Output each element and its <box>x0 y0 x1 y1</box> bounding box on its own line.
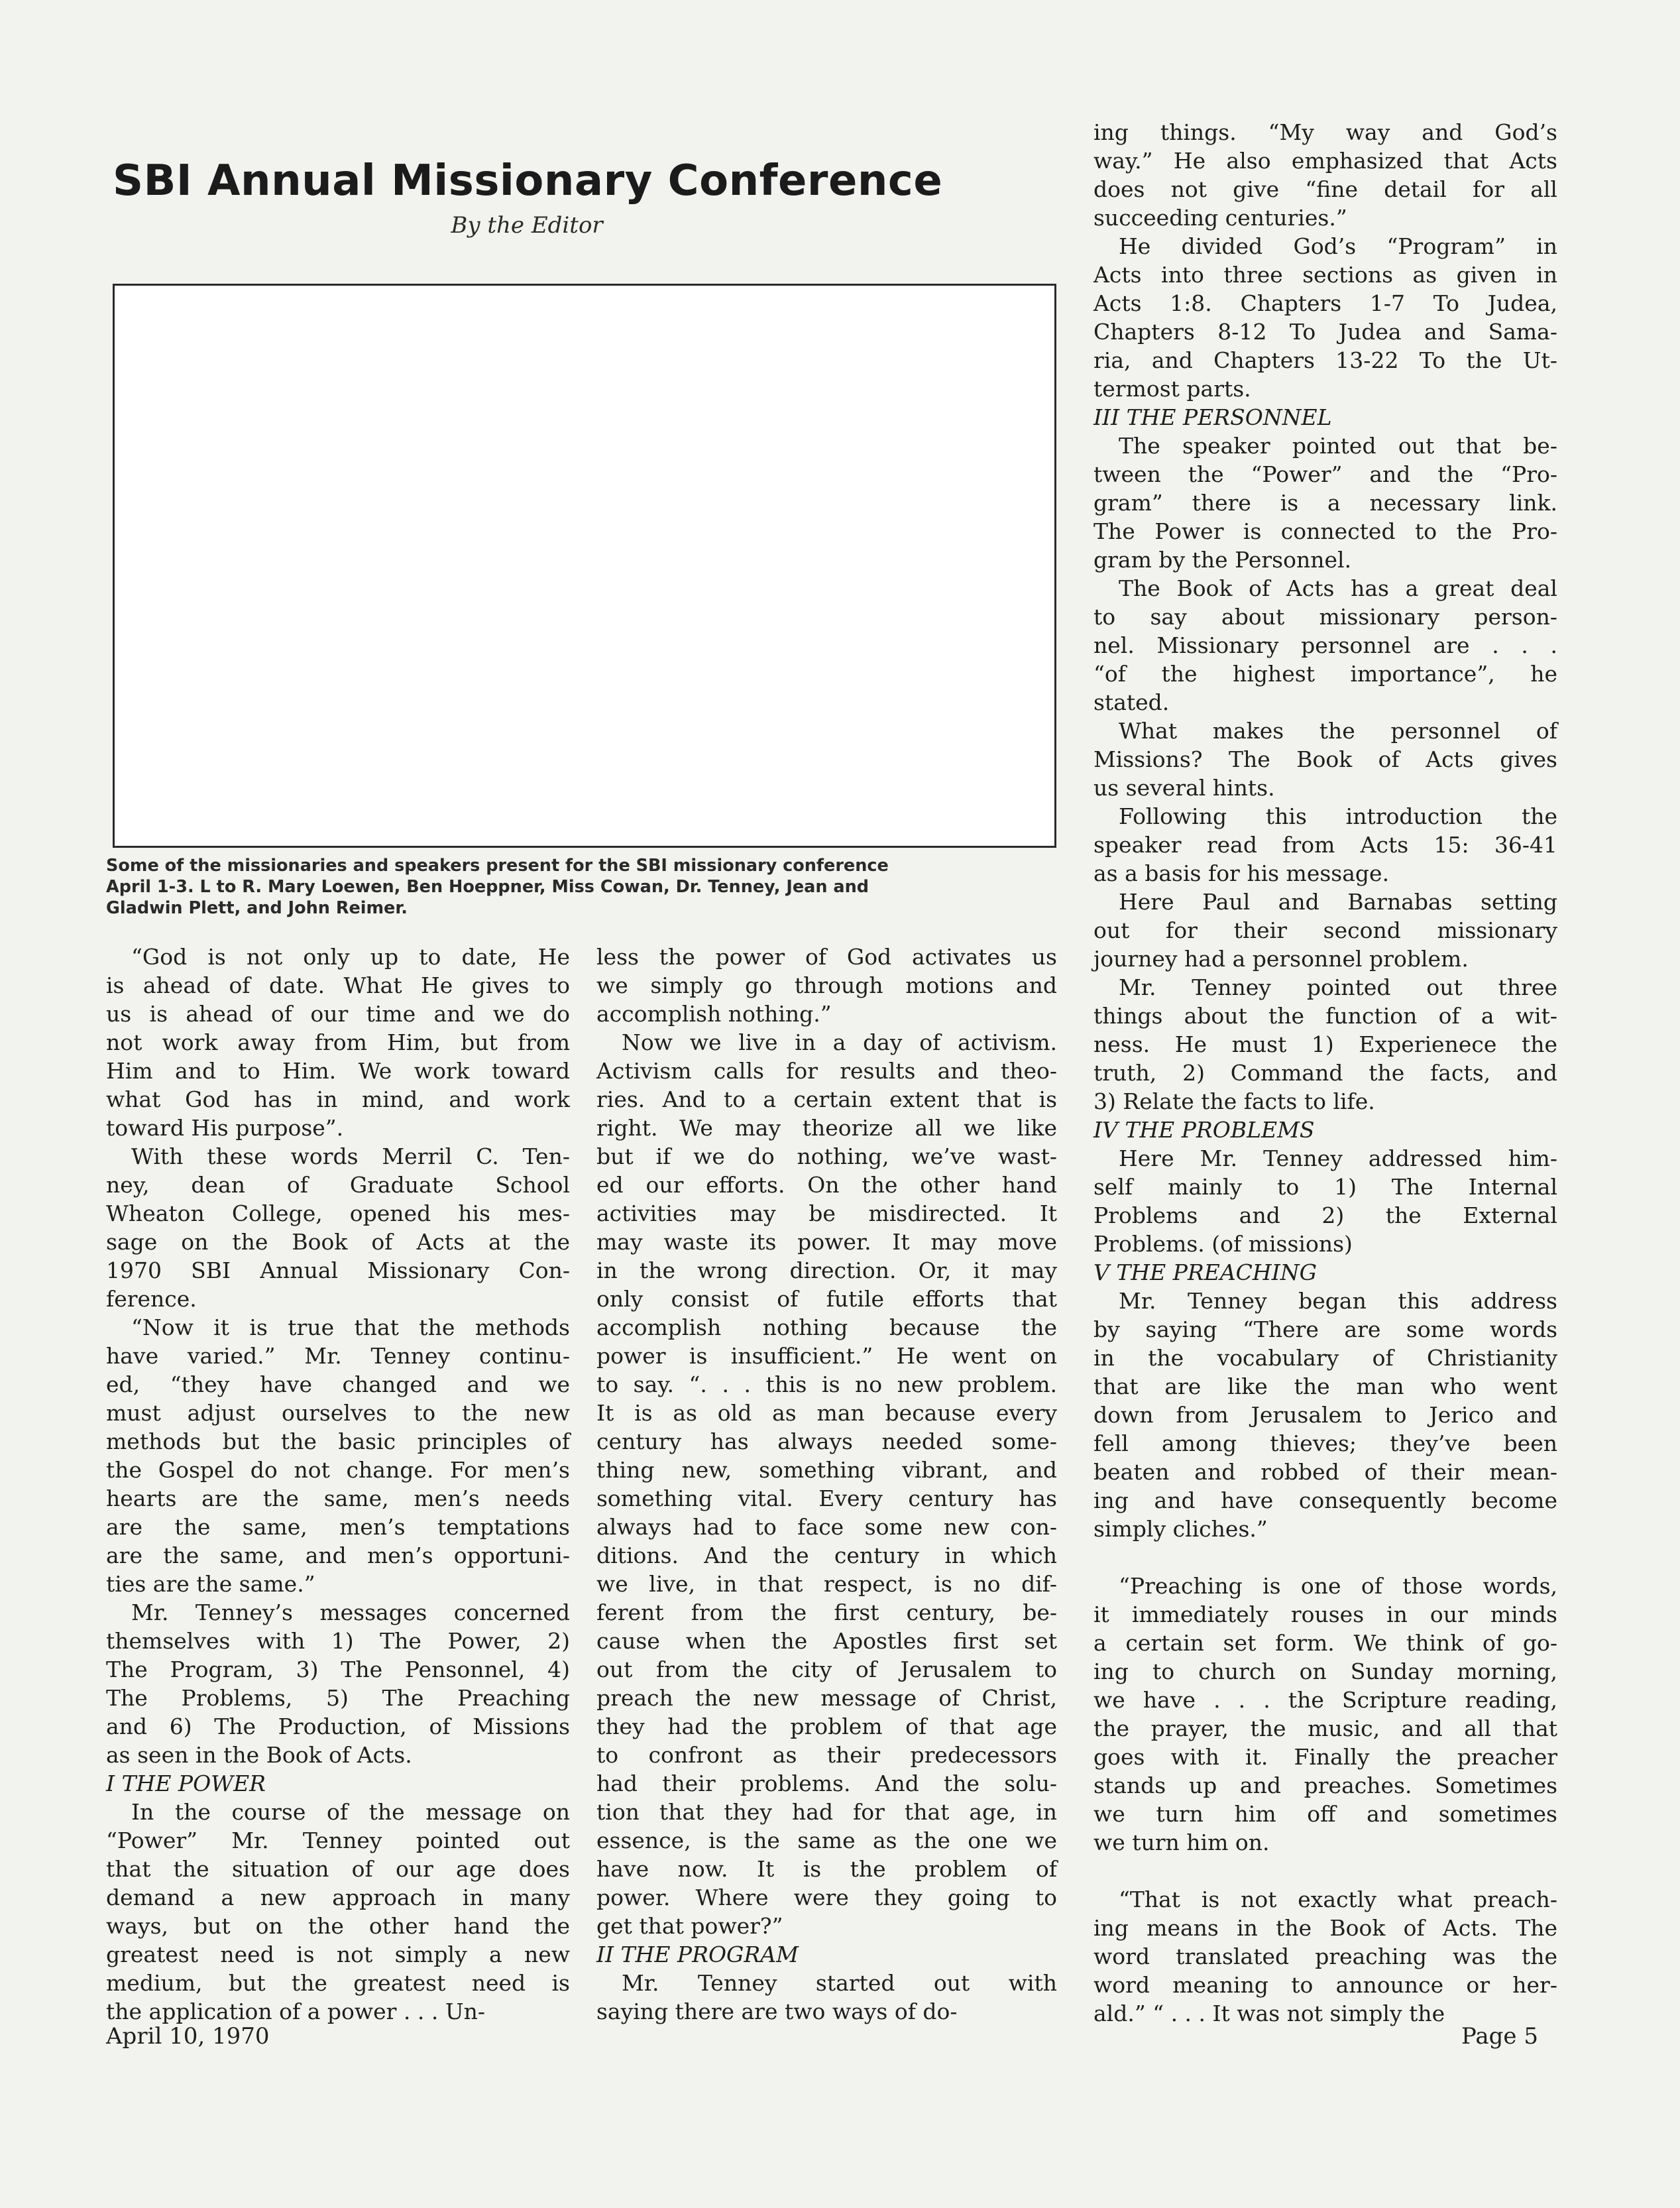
text-line: 1970 SBI Annual Missionary Con- <box>106 1257 570 1283</box>
issue-date: April 10, 1970 <box>106 2023 270 2050</box>
text-line: always had to face some new con- <box>596 1514 1057 1540</box>
text-line: gram by the Personnel. <box>1093 547 1352 573</box>
text-line: With these words Merril C. Ten- <box>131 1143 570 1169</box>
text-line: not work away from Him, but from <box>106 1029 570 1055</box>
text-line: greatest need is not simply a new <box>106 1942 570 1967</box>
text-line: right. We may theorize all we like <box>596 1115 1057 1141</box>
section-heading: I THE POWER <box>106 1771 266 1796</box>
text-line: Mr. Tenney’s messages concerned <box>131 1599 570 1625</box>
body-paragraph <box>1093 1287 1557 1543</box>
text-line: “of the highest importance”, he <box>1093 661 1557 687</box>
text-line: The speaker pointed out that be- <box>1119 433 1557 459</box>
text-line: medium, but the greatest need is <box>106 1970 570 1996</box>
text-line: speaker read from Acts 15: 36-41 <box>1093 832 1557 858</box>
text-line: things about the function of a wit- <box>1093 1003 1557 1029</box>
section-heading: V THE PREACHING <box>1093 1259 1317 1285</box>
paragraph-gap <box>1093 1543 1557 1572</box>
caption-line: Some of the missionaries and speakers present for the SBI missionary conference <box>106 856 889 876</box>
text-line: The Book of Acts has a great deal <box>1119 575 1557 601</box>
text-line: sage on the Book of Acts at the <box>106 1229 570 1255</box>
body-paragraph <box>1093 717 1557 802</box>
text-line: us is ahead of our time and we do <box>106 1001 570 1027</box>
section-heading: III THE PERSONNEL <box>1093 404 1332 430</box>
text-line: ties are the same.” <box>106 1571 315 1597</box>
text-line: tween the “Power” and the “Pro- <box>1093 461 1557 487</box>
body-paragraph <box>596 1028 1057 1940</box>
text-line: ing to church on Sunday morning, <box>1093 1658 1557 1684</box>
text-line: are the same, men’s temptations <box>106 1514 570 1540</box>
text-line: ing means in the Book of Acts. The <box>1093 1915 1557 1941</box>
text-line: power. Where were they going to <box>596 1885 1057 1910</box>
text-line: demand a new approach in many <box>106 1885 570 1910</box>
body-paragraph <box>106 1598 570 1769</box>
body-paragraph <box>1093 574 1557 717</box>
text-line: does not give “fine detail for all <box>1093 176 1557 202</box>
text-line: Problems and 2) the External <box>1093 1202 1557 1228</box>
text-line: have now. It is the problem of <box>596 1856 1057 1882</box>
body-paragraph <box>596 943 1057 1028</box>
text-line: The Program, 3) The Pensonnel, 4) <box>106 1656 570 1682</box>
text-line: ing things. “My way and God’s <box>1093 119 1557 145</box>
page-number: Page 5 <box>1461 2023 1538 2050</box>
text-line: toward His purpose”. <box>106 1115 344 1141</box>
text-line: ing and have consequently become <box>1093 1487 1557 1513</box>
text-line: only consist of futile efforts that <box>596 1286 1057 1312</box>
text-line: way.” He also emphasized that Acts <box>1093 148 1557 174</box>
text-line: truth, 2) Command the facts, and <box>1093 1060 1557 1086</box>
text-line: Chapters 8-12 To Judea and Sama- <box>1093 319 1557 345</box>
text-line: accomplish nothing.” <box>596 1001 832 1027</box>
text-line: simply cliches.” <box>1093 1516 1268 1542</box>
text-line: Here Mr. Tenney addressed him- <box>1119 1145 1557 1171</box>
text-line: out from the city of Jerusalem to <box>596 1656 1057 1682</box>
text-line: it immediately rouses in our minds <box>1093 1601 1557 1627</box>
text-line: must adjust ourselves to the new <box>106 1400 570 1426</box>
text-line: what God has in mind, and work <box>106 1086 570 1112</box>
text-line: Acts into three sections as given in <box>1093 262 1557 288</box>
text-line: Acts 1:8. Chapters 1-7 To Judea, <box>1093 290 1557 316</box>
text-line: Mr. Tenney pointed out three <box>1119 974 1557 1000</box>
text-line: they had the problem of that age <box>596 1714 1057 1739</box>
text-line: out for their second missionary <box>1093 917 1557 943</box>
body-paragraph <box>1093 802 1557 888</box>
body-paragraph <box>1093 118 1557 232</box>
section-heading: II THE PROGRAM <box>596 1942 799 1967</box>
caption-line: April 1-3. L to R. Mary Loewen, Ben Hoeppner, Miss Cowan, Dr. Tenney, Jean and <box>106 877 869 897</box>
text-column-2 <box>596 943 1057 2026</box>
text-line: to say. “. . . this is no new problem. <box>596 1371 1057 1397</box>
text-line: The Problems, 5) The Preaching <box>106 1685 570 1711</box>
text-line: thing new, something vibrant, and <box>596 1457 1057 1483</box>
text-column-1 <box>106 943 570 2026</box>
text-line: saying there are two ways of do- <box>596 1999 958 2024</box>
text-line: gram” there is a necessary link. <box>1093 490 1557 516</box>
body-paragraph <box>106 943 570 1142</box>
caption-line: Gladwin Plett, and John Reimer. <box>106 898 408 918</box>
text-line: Problems. (of missions) <box>1093 1231 1353 1257</box>
text-line: ald.” “ . . . It was not simply the <box>1093 2001 1445 2026</box>
body-paragraph <box>1093 888 1557 973</box>
text-line: the application of a power . . . Un- <box>106 1999 486 2024</box>
text-line: Activism calls for results and theo- <box>596 1058 1057 1084</box>
text-line: to confront as their predecessors <box>596 1742 1057 1768</box>
paragraph-gap <box>1093 1857 1557 1885</box>
text-line: had their problems. And the solu- <box>596 1771 1057 1796</box>
text-line: power is insufficient.” He went on <box>596 1343 1057 1369</box>
text-line: Now we live in a day of activism. <box>622 1029 1057 1055</box>
text-line: ferent from the first century, be- <box>596 1599 1057 1625</box>
text-line: ed our efforts. On the other hand <box>596 1172 1057 1198</box>
text-line: ney, dean of Graduate School <box>106 1172 570 1198</box>
text-line: ries. And to a certain extent that is <box>596 1086 1057 1112</box>
text-line: nel. Missionary personnel are . . . <box>1093 632 1557 658</box>
text-line: and 6) The Production, of Missions <box>106 1714 570 1739</box>
text-line: word translated preaching was the <box>1093 1944 1557 1969</box>
text-line: the prayer, the music, and all that <box>1093 1715 1557 1741</box>
body-paragraph <box>1093 1572 1557 1857</box>
article-byline: By the Editor <box>451 212 603 239</box>
text-line: a certain set form. We think of go- <box>1093 1630 1557 1656</box>
text-line: accomplish nothing because the <box>596 1314 1057 1340</box>
text-line: ness. He must 1) Experienece the <box>1093 1031 1557 1057</box>
text-line: tion that they had for that age, in <box>596 1799 1057 1825</box>
text-line: “Now it is true that the methods <box>131 1314 570 1340</box>
text-line: Following this introduction the <box>1119 803 1557 829</box>
text-line: hearts are the same, men’s needs <box>106 1485 570 1511</box>
text-line: Mr. Tenney started out with <box>622 1970 1057 1996</box>
text-line: ference. <box>106 1286 197 1312</box>
body-paragraph <box>1093 1144 1557 1258</box>
text-line: in the vocabulary of Christianity <box>1093 1345 1557 1371</box>
text-line: stated. <box>1093 689 1170 715</box>
text-line: Here Paul and Barnabas setting <box>1119 889 1557 915</box>
text-line: journey had a personnel problem. <box>1093 946 1469 972</box>
text-line: preach the new message of Christ, <box>596 1685 1057 1711</box>
text-line: the Gospel do not change. For men’s <box>106 1457 570 1483</box>
text-line: stands up and preaches. Sometimes <box>1093 1772 1557 1798</box>
article-headline: SBI Annual Missionary Conference <box>113 156 943 205</box>
body-paragraph <box>1093 973 1557 1116</box>
body-paragraph <box>106 1798 570 2026</box>
text-line: goes with it. Finally the preacher <box>1093 1744 1557 1770</box>
text-line: in the wrong direction. Or, it may <box>596 1257 1057 1283</box>
text-line: Missions? The Book of Acts gives <box>1093 746 1557 772</box>
text-line: essence, is the same as the one we <box>596 1828 1057 1853</box>
body-paragraph <box>106 1142 570 1313</box>
text-line: activities may be misdirected. It <box>596 1200 1057 1226</box>
text-line: It is as old as man because every <box>596 1400 1057 1426</box>
conference-photo <box>113 284 1056 848</box>
text-line: us several hints. <box>1093 775 1275 801</box>
text-line: “God is not only up to date, He <box>131 944 570 970</box>
text-line: themselves with 1) The Power, 2) <box>106 1628 570 1654</box>
text-line: 3) Relate the facts to life. <box>1093 1088 1375 1114</box>
text-line: but if we do nothing, we’ve wast- <box>596 1143 1057 1169</box>
text-line: we have . . . the Scripture reading, <box>1093 1687 1557 1713</box>
text-line: century has always needed some- <box>596 1428 1057 1454</box>
text-line: Mr. Tenney began this address <box>1119 1288 1557 1314</box>
text-line: have varied.” Mr. Tenney continu- <box>106 1343 570 1369</box>
text-line: “Power” Mr. Tenney pointed out <box>106 1828 570 1853</box>
text-line: we turn him on. <box>1093 1830 1270 1855</box>
text-line: is ahead of date. What He gives to <box>106 972 570 998</box>
text-line: beaten and robbed of their mean- <box>1093 1459 1557 1485</box>
text-line: “That is not exactly what preach- <box>1119 1887 1557 1912</box>
text-line: we simply go through motions and <box>596 972 1057 998</box>
text-line: we live, in that respect, is no dif- <box>596 1571 1057 1597</box>
section-heading: IV THE PROBLEMS <box>1093 1117 1315 1143</box>
body-paragraph <box>1093 232 1557 403</box>
body-paragraph <box>1093 432 1557 574</box>
text-line: cause when the Apostles first set <box>596 1628 1057 1654</box>
text-line: by saying “There are some words <box>1093 1316 1557 1342</box>
text-line: down from Jerusalem to Jerico and <box>1093 1402 1557 1428</box>
text-line: fell among thieves; they’ve been <box>1093 1430 1557 1456</box>
text-line: get that power?” <box>596 1913 783 1939</box>
text-line: ria, and Chapters 13-22 To the Ut- <box>1093 347 1557 373</box>
text-line: word meaning to announce or her- <box>1093 1972 1557 1998</box>
text-line: What makes the personnel of <box>1119 718 1557 744</box>
body-paragraph <box>596 1969 1057 2026</box>
text-line: Him and to Him. We work toward <box>106 1058 570 1084</box>
text-line: He divided God’s “Program” in <box>1119 233 1557 259</box>
text-line: as seen in the Book of Acts. <box>106 1742 412 1768</box>
text-line: may waste its power. It may move <box>596 1229 1057 1255</box>
text-line: as a basis for his message. <box>1093 860 1390 886</box>
text-line: The Power is connected to the Pro- <box>1093 518 1557 544</box>
photo-caption <box>106 855 1060 919</box>
text-line: “Preaching is one of those words, <box>1119 1573 1557 1599</box>
text-line: ed, “they have changed and we <box>106 1371 570 1397</box>
text-line: to say about missionary person- <box>1093 604 1557 630</box>
text-line: Wheaton College, opened his mes- <box>106 1200 570 1226</box>
text-line: termost parts. <box>1093 376 1251 402</box>
text-line: methods but the basic principles of <box>106 1428 570 1454</box>
text-line: In the course of the message on <box>131 1799 570 1825</box>
text-line: succeeding centuries.” <box>1093 205 1347 231</box>
body-paragraph <box>106 1313 570 1598</box>
text-line: ditions. And the century in which <box>596 1542 1057 1568</box>
text-line: self mainly to 1) The Internal <box>1093 1174 1557 1200</box>
body-paragraph <box>1093 1885 1557 2028</box>
text-line: we turn him off and sometimes <box>1093 1801 1557 1827</box>
text-line: that are like the man who went <box>1093 1373 1557 1399</box>
text-line: are the same, and men’s opportuni- <box>106 1542 570 1568</box>
text-line: ways, but on the other hand the <box>106 1913 570 1939</box>
text-line: less the power of God activates us <box>596 944 1057 970</box>
text-line: something vital. Every century has <box>596 1485 1057 1511</box>
text-column-3 <box>1093 118 1557 2028</box>
text-line: that the situation of our age does <box>106 1856 570 1882</box>
